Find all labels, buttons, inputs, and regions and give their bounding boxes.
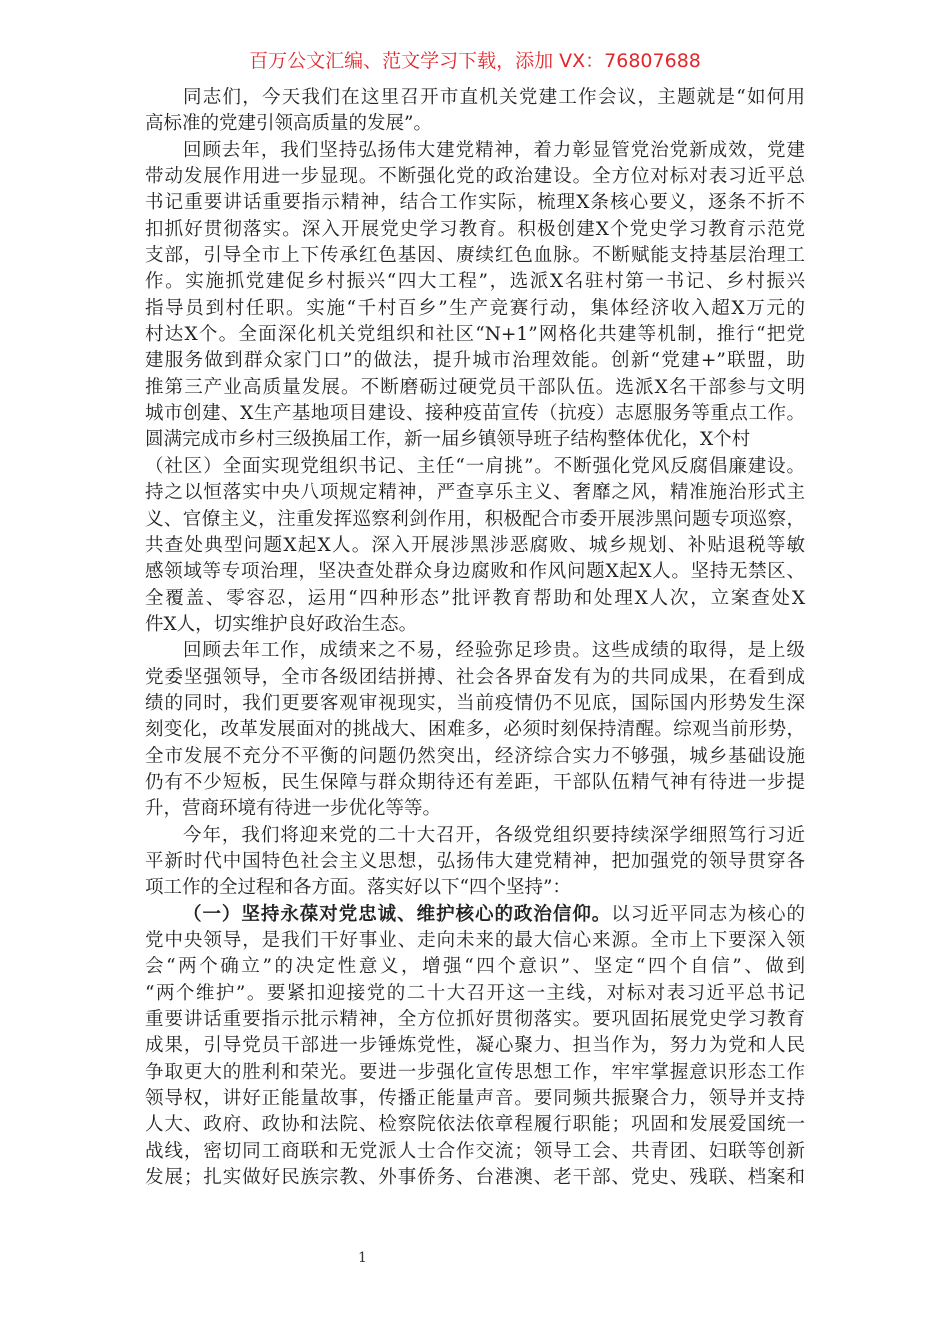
paragraph bbox=[145, 902, 805, 1192]
text-line: 战线，密切同工商联和无党派人士合作交流；领导工会、共青团、妇联等创新 bbox=[145, 1140, 805, 1162]
text-line: 指导员到村任职。实施“千村百乡”生产竞赛行动，集体经济收入超X万元的 bbox=[145, 297, 805, 319]
text-line: 持之以恒落实中央八项规定精神，严查享乐主义、奢靡之风，精准施治形式主 bbox=[145, 482, 805, 504]
text-line: 城市创建、X生产基地项目建设、接种疫苗宣传（抗疫）志愿服务等重点工作。 bbox=[145, 403, 805, 425]
text-line: 今年，我们将迎来党的二十大召开，各级党组织要持续深学细照笃行习近 bbox=[183, 824, 805, 846]
text-line: “两个维护”。要紧扣迎接党的二十大召开这一主线，对标对表习近平总书记 bbox=[145, 982, 805, 1004]
text-line: 成果，引导党员干部进一步锤炼党性，凝心聚力、担当作为，努力为党和人民 bbox=[145, 1035, 805, 1057]
text-line: 党委坚强领导，全市各级团结拼搏、社会各界奋发有为的共同成果，在看到成 bbox=[145, 666, 805, 688]
text-line: 争取更大的胜利和荣光。要进一步强化宣传思想工作，牢牢掌握意识形态工作 bbox=[145, 1061, 805, 1083]
text-line: 绩的同时，我们更要客观审视现实，当前疫情仍不见底，国际国内形势发生深 bbox=[145, 692, 805, 714]
page-number: 1 bbox=[358, 1250, 367, 1266]
text-line bbox=[145, 902, 805, 928]
text-line: 项工作的全过程和各方面。落实好以下“四个坚持”： bbox=[145, 877, 571, 899]
text-line: 感领域等专项治理，坚决查处群众身边腐败和作风问题X起X人。坚持无禁区、 bbox=[145, 561, 805, 583]
text-run: 以习近平同志为核心的 bbox=[611, 903, 805, 925]
text-line: 回顾去年，我们坚持弘扬伟大建党精神，着力彰显管党治党新成效，党建 bbox=[183, 139, 805, 161]
text-line: 建服务做到群众家门口”的做法，提升城市治理效能。创新“党建+”联盟，助 bbox=[145, 350, 805, 372]
text-line: 人大、政府、政协和法院、检察院依法依章程履行职能；巩固和发展爱国统一 bbox=[145, 1114, 805, 1136]
text-line: 全市发展不充分不平衡的问题仍然突出，经济综合实力不够强，城乡基础设施 bbox=[145, 745, 805, 767]
text-line: 会“两个确立”的决定性意义，增强“四个意识”、坚定“四个自信”、做到 bbox=[145, 956, 805, 978]
header-banner: 百万公文汇编、范文学习下载，添加 VX：76807688 bbox=[249, 50, 701, 72]
text-line: 义、官僚主义，注重发挥巡察利剑作用，积极配合市委开展涉黑问题专项巡察， bbox=[145, 508, 805, 530]
paragraph bbox=[145, 823, 805, 902]
text-line: 件X人，切实维护良好政治生态。 bbox=[145, 613, 418, 635]
text-line: 村达X个。全面深化机关党组织和社区“N+1”网格化共建等机制，推行“把党 bbox=[145, 324, 805, 346]
text-line: 带动发展作用进一步显现。不断强化党的政治建设。全方位对标对表习近平总 bbox=[145, 166, 805, 188]
text-line: 作。实施抓党建促乡村振兴“四大工程”，选派X名驻村第一书记、乡村振兴 bbox=[145, 271, 805, 293]
text-line: 仍有不少短板，民生保障与群众期待还有差距，干部队伍精气神有待进一步提 bbox=[145, 771, 805, 793]
text-line: 圆满完成市乡村三级换届工作，新一届乡镇领导班子结构整体优化，X个村 bbox=[145, 429, 751, 451]
text-line: 高标准的党建引领高质量的发展”。 bbox=[145, 113, 432, 135]
document-body bbox=[145, 85, 805, 1191]
paragraph bbox=[145, 638, 805, 822]
text-line: 书记重要讲话重要指示精神，结合工作实际，梳理X条核心要义，逐条不折不 bbox=[145, 192, 805, 214]
text-line: 重要讲话重要指示批示精神，全方位抓好贯彻落实。要巩固拓展党史学习教育 bbox=[145, 1009, 805, 1031]
text-line: 全覆盖、零容忍，运用“四种形态”批评教育帮助和处理X人次，立案查处X bbox=[145, 587, 805, 609]
text-line: 同志们，今天我们在这里召开市直机关党建工作会议，主题就是“如何用 bbox=[183, 87, 805, 108]
text-line: （社区）全面实现党组织书记、主任“一肩挑”。不断强化党风反腐倡廉建设。 bbox=[145, 455, 805, 477]
paragraph bbox=[145, 138, 805, 639]
text-line: 党中央领导，是我们干好事业、走向未来的最大信心来源。全市上下要深入领 bbox=[145, 930, 805, 951]
text-line: 共查处典型问题X起X人。深入开展涉黑涉恶腐败、城乡规划、补贴退税等敏 bbox=[145, 534, 805, 556]
text-line: 刻变化，改革发展面对的挑战大、困难多，必须时刻保持清醒。综观当前形势， bbox=[145, 719, 805, 741]
text-line: 扣抓好贯彻落实。深入开展党史学习教育。积极创建X个党史学习教育示范党 bbox=[145, 218, 805, 240]
text-line: 领导权，讲好正能量故事，传播正能量声音。要同频共振聚合力，领导并支持 bbox=[145, 1088, 805, 1110]
text-line: 发展；扎实做好民族宗教、外事侨务、台港澳、老干部、党史、残联、档案和 bbox=[145, 1167, 805, 1189]
section-heading: （一）坚持永葆对党忠诚、维护核心的政治信仰。 bbox=[183, 903, 612, 925]
text-line: 支部，引导全市上下传承红色基因、赓续红色血脉。不断赋能支持基层治理工 bbox=[145, 245, 805, 267]
text-line: 平新时代中国特色社会主义思想，弘扬伟大建党精神，把加强党的领导贯穿各 bbox=[145, 850, 805, 872]
text-line: 回顾去年工作，成绩来之不易，经验弥足珍贵。这些成绩的取得，是上级 bbox=[183, 640, 805, 662]
text-line: 升，营商环境有待进一步优化等等。 bbox=[145, 798, 442, 820]
paragraph bbox=[145, 85, 805, 138]
text-line: 推第三产业高质量发展。不断磨砺过硬党员干部队伍。选派X名干部参与文明 bbox=[145, 376, 805, 398]
